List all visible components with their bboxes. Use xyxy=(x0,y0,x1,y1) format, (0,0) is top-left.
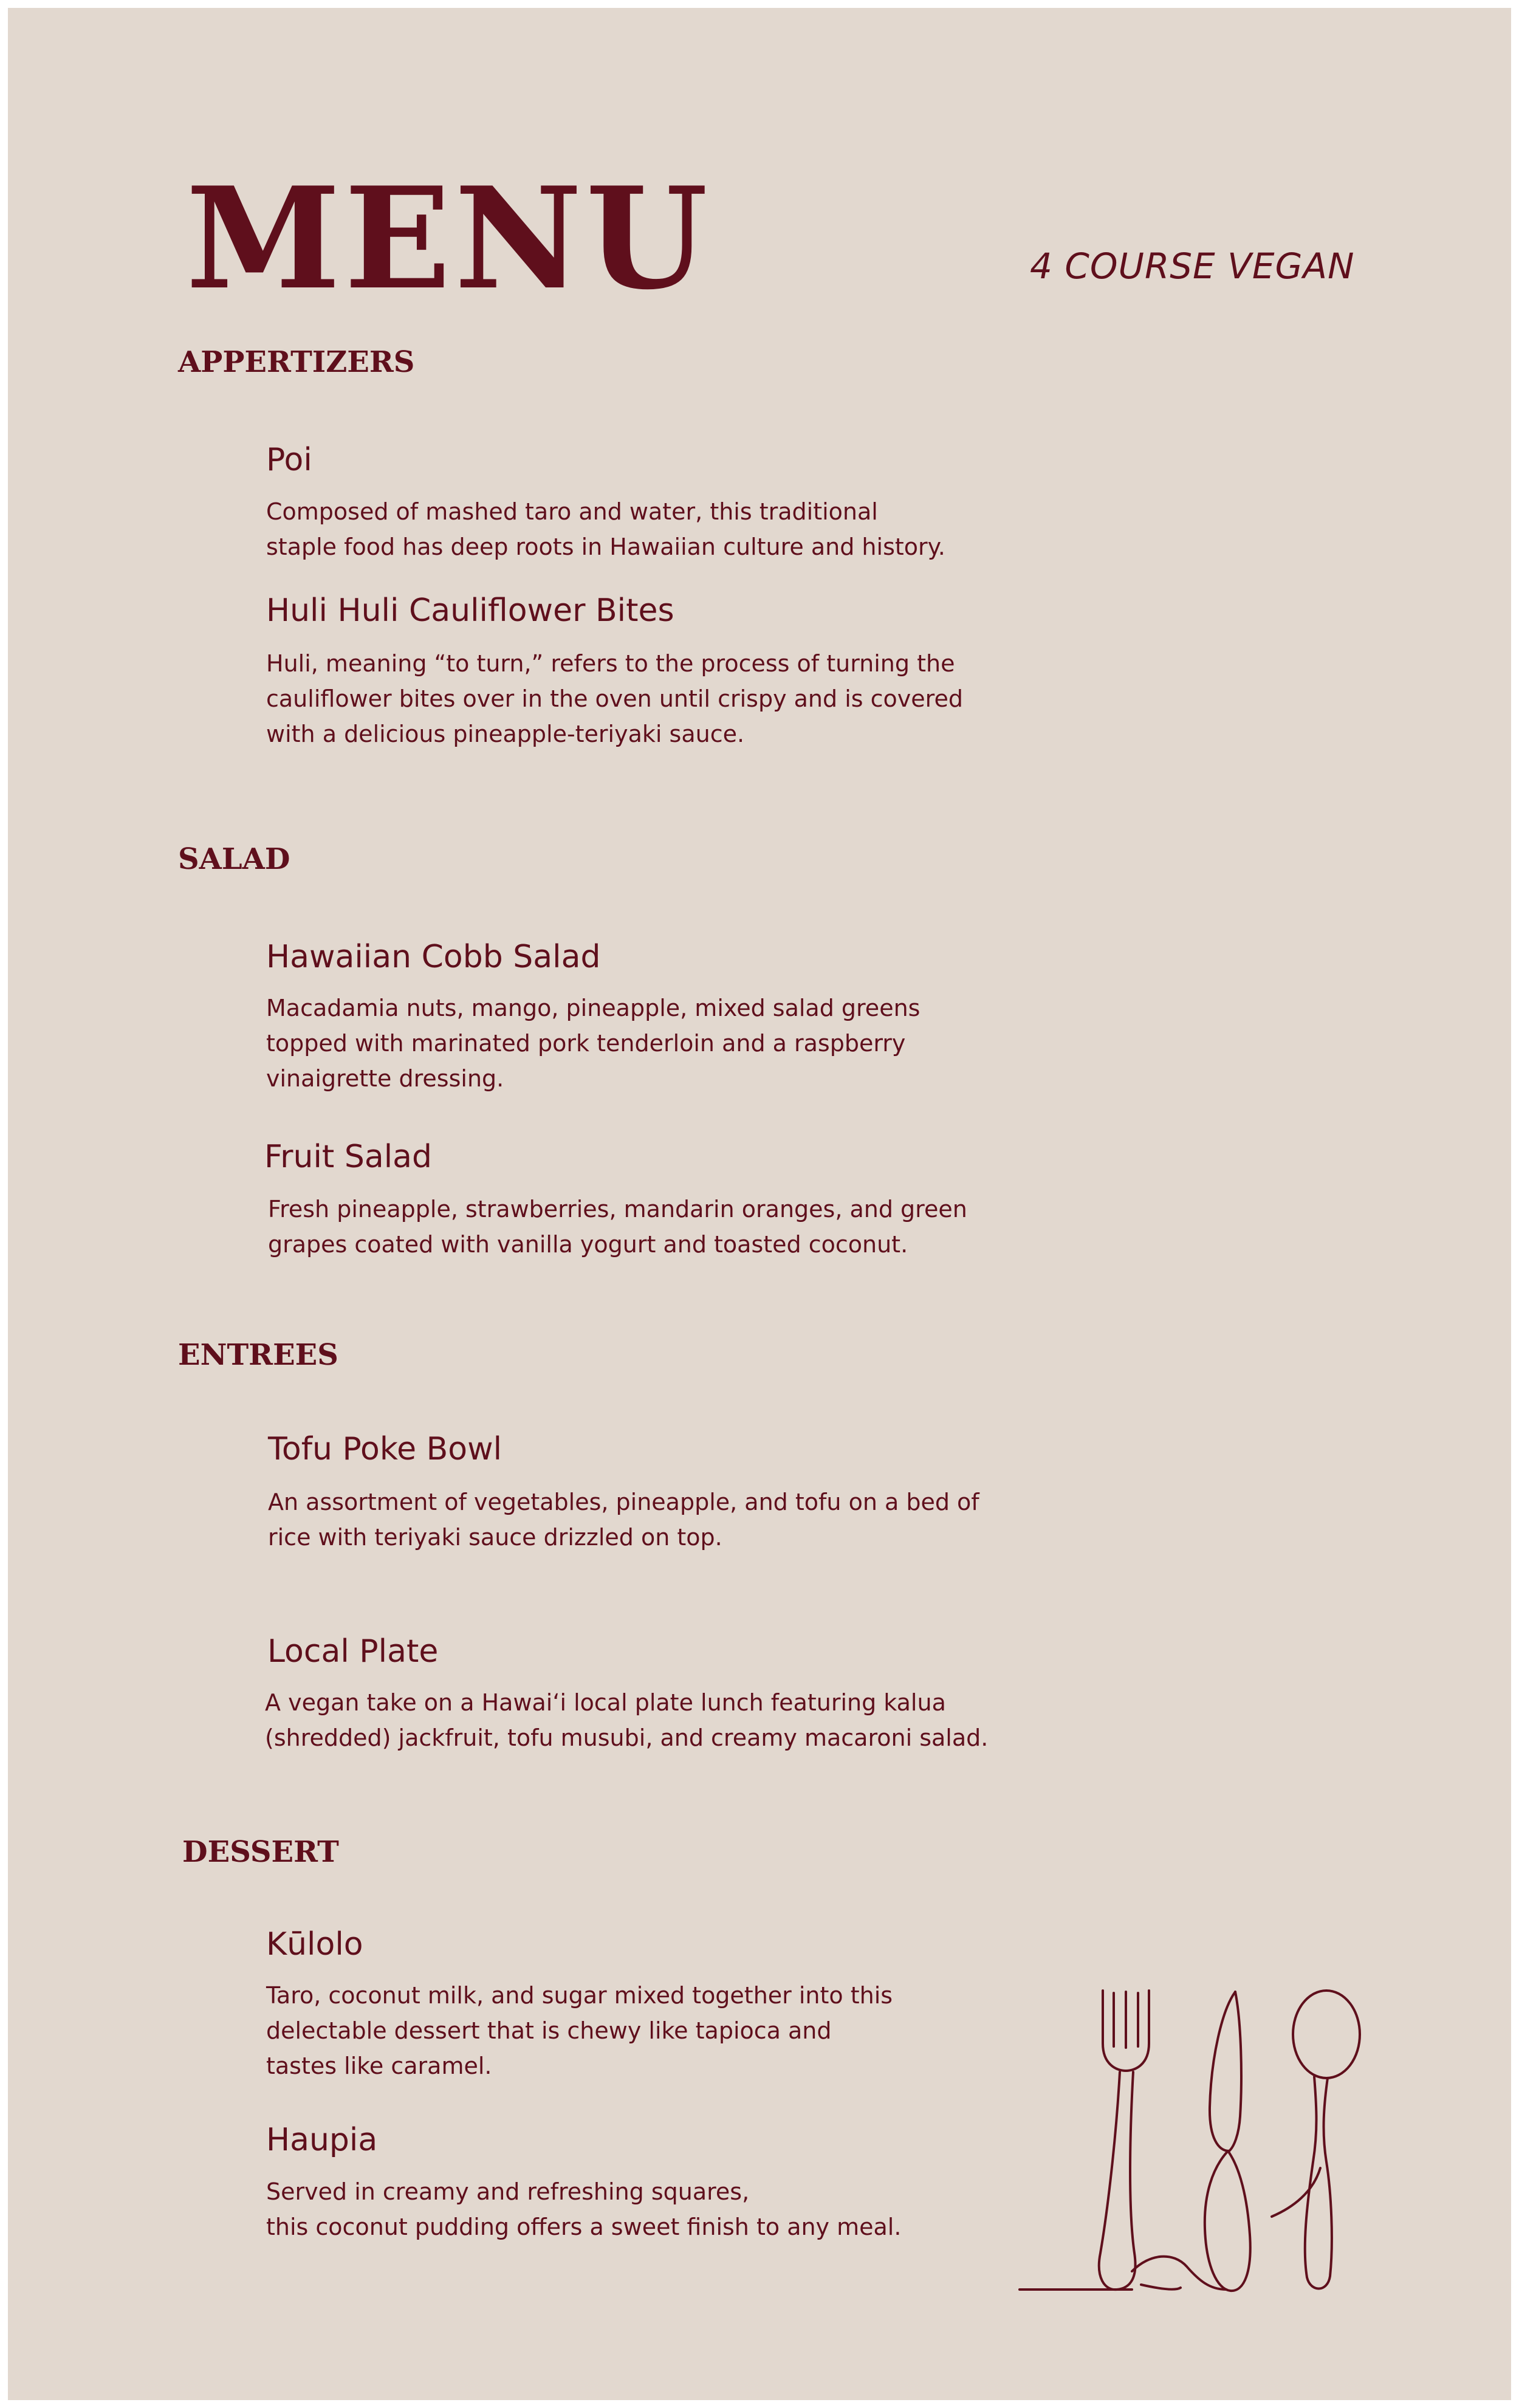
item-desc-cobb-salad: Macadamia nuts, mango, pineapple, mixed salad greens topped with marinated pork tenderloin and a raspberry vinaigrette dressing. xyxy=(266,995,921,1092)
section-heading-entrees: ENTREES xyxy=(178,1338,338,1372)
menu-subtitle: 4 COURSE VEGAN xyxy=(1030,245,1355,287)
section-heading-dessert: DESSERT xyxy=(182,1835,339,1869)
cutlery-line-art-icon xyxy=(1017,1986,1372,2299)
item-desc-poi: Composed of mashed taro and water, this traditional staple food has deep roots in Hawaiian culture and history. xyxy=(266,498,945,560)
item-desc-fruit-salad: Fresh pineapple, strawberries, mandarin oranges, and green grapes coated with vanilla yogurt and toasted coconut. xyxy=(268,1196,967,1258)
menu-sheet xyxy=(8,8,1511,2400)
item-desc-local-plate: A vegan take on a Hawai‘i local plate lunch featuring kalua (shredded) jackfruit, tofu musubi, and creamy macaroni salad. xyxy=(265,1689,989,1751)
item-title-haupia: Haupia xyxy=(266,2122,378,2158)
item-desc-kulolo: Taro, coconut milk, and sugar mixed together into this delectable dessert that is chewy like tapioca and tastes like caramel. xyxy=(266,1982,893,2079)
fork-icon xyxy=(1099,1991,1149,2290)
item-title-huli-huli: Huli Huli Cauliflower Bites xyxy=(266,592,674,629)
item-title-kulolo: Kūlolo xyxy=(266,1926,363,1963)
item-title-local-plate: Local Plate xyxy=(267,1633,439,1670)
spoon-icon xyxy=(1272,1991,1360,2289)
item-title-poi: Poi xyxy=(266,442,312,478)
section-heading-salad: SALAD xyxy=(178,842,290,876)
item-title-fruit-salad: Fruit Salad xyxy=(264,1139,433,1175)
item-desc-tofu-poke-bowl: An assortment of vegetables, pineapple, and tofu on a bed of rice with teriyaki sauce drizzled on top. xyxy=(268,1489,979,1551)
item-desc-haupia: Served in creamy and refreshing squares, this coconut pudding offers a sweet finish to any meal. xyxy=(266,2178,902,2240)
menu-title: MENU xyxy=(186,157,711,321)
item-title-tofu-poke-bowl: Tofu Poke Bowl xyxy=(268,1431,502,1467)
section-heading-appetizers: APPERTIZERS xyxy=(178,345,415,379)
item-title-cobb-salad: Hawaiian Cobb Salad xyxy=(266,939,601,975)
item-desc-huli-huli: Huli, meaning “to turn,” refers to the process of turning the cauliflower bites over in the oven until crispy and is covered with a delicious pineapple-teriyaki sauce. xyxy=(266,650,963,747)
